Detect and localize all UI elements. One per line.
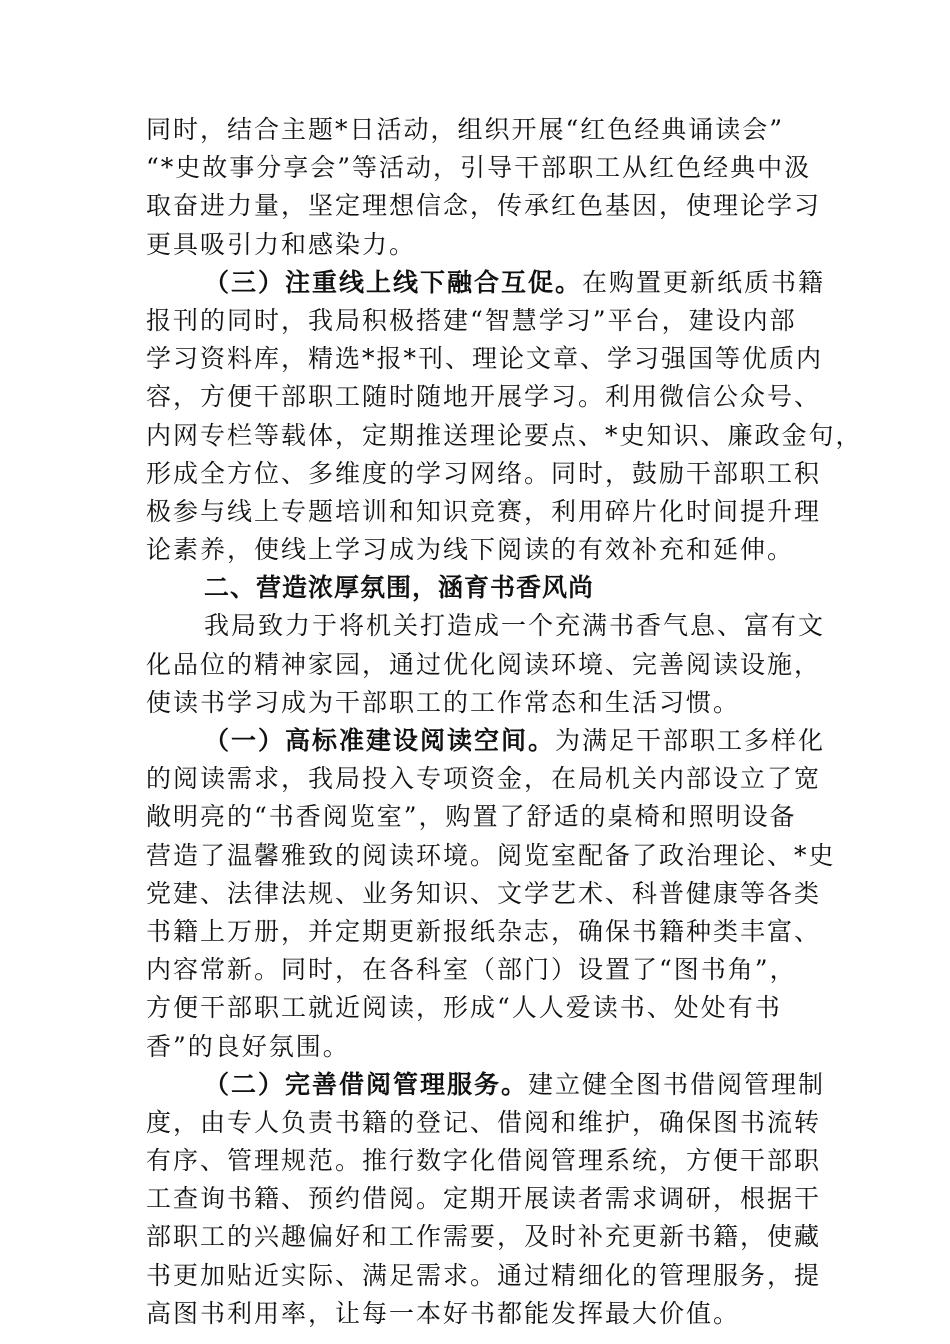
paragraph-line: 内网专栏等载体，定期推送理论要点、*史知识、廉政金句， — [146, 420, 863, 450]
paragraph-line: 敞明亮的“书香阅览室”，购置了舒适的桌椅和照明设备 — [146, 802, 797, 832]
subsection-text: 在购置更新纸质书籍 — [582, 267, 826, 297]
paragraph-line: 工查询书籍、预约借阅。定期开展读者需求调研，根据干 — [146, 1184, 822, 1214]
subsection-title: （二）完善借阅管理服务。 — [204, 1069, 529, 1099]
paragraph-line: 的阅读需求，我局投入专项资金，在局机关内部设立了宽 — [146, 764, 822, 794]
paragraph-line: 方便干部职工就近阅读，形成“人人爱读书、处处有书 — [146, 993, 782, 1023]
paragraph-line: 香”的良好氛围。 — [146, 1031, 350, 1061]
paragraph-line: 容，方便干部职工随时随地开展学习。利用微信公众号、 — [146, 382, 822, 412]
paragraph-line: 部职工的兴趣偏好和工作需要，及时补充更新书籍，使藏 — [146, 1222, 822, 1252]
subsection-text: 建立健全图书借阅管理制 — [528, 1069, 826, 1099]
subsection-first-line — [146, 264, 826, 302]
paragraph-line: 更具吸引力和感染力。 — [146, 229, 417, 259]
paragraph-line: 使读书学习成为干部职工的工作常态和生活习惯。 — [146, 687, 741, 717]
paragraph-line: 论素养，使线上学习成为线下阅读的有效补充和延伸。 — [146, 535, 795, 565]
subsection-first-line — [146, 1066, 826, 1104]
paragraph-line: 有序、管理规范。推行数字化借阅管理系统，方便干部职 — [146, 1146, 822, 1176]
paragraph-line: 同时，结合主题*日活动，组织开展“红色经典诵读会” — [146, 115, 785, 144]
paragraph-line: 党建、法律法规、业务知识、文学艺术、科普健康等各类 — [146, 878, 822, 908]
paragraph-line: 形成全方位、多维度的学习网络。同时，鼓励干部职工积 — [146, 458, 822, 488]
paragraph-line: 取奋进力量，坚定理想信念，传承红色基因，使理论学习 — [146, 191, 822, 221]
paragraph-line: 书籍上万册，并定期更新报纸杂志，确保书籍种类丰富、 — [146, 916, 822, 946]
paragraph-line: 化品位的精神家园，通过优化阅读环境、完善阅读设施， — [146, 649, 822, 679]
paragraph-line: 内容常新。同时，在各科室（部门）设置了“图书角”， — [146, 955, 797, 985]
subsection-title: （一）高标准建设阅读空间。 — [204, 726, 556, 755]
paragraph-line: 我局致力于将机关打造成一个充满书香气息、富有文 — [204, 611, 826, 641]
paragraph-line: 极参与线上专题培训和知识竞赛，利用碎片化时间提升理 — [146, 496, 822, 526]
paragraph-line: 营造了温馨雅致的阅读环境。阅览室配备了政治理论、*史 — [146, 840, 836, 870]
paragraph-line: “*史故事分享会”等活动，引导干部职工从红色经典中汲 — [146, 153, 812, 183]
document-body — [146, 111, 863, 1333]
section-heading: 二、营造浓厚氛围，涵育书香风尚 — [204, 573, 595, 603]
paragraph-line: 高图书利用率，让每一本好书都能发挥最大价值。 — [146, 1298, 741, 1328]
paragraph-line: 书更加贴近实际、满足需求。通过精细化的管理服务，提 — [146, 1260, 822, 1290]
subsection-title: （三）注重线上线下融合互促。 — [204, 267, 583, 297]
paragraph-line: 报刊的同时，我局积极搭建“智慧学习”平台，建设内部 — [146, 305, 797, 335]
subsection-first-line — [146, 722, 826, 760]
paragraph-line: 学习资料库，精选*报*刊、理论文章、学习强国等优质内 — [146, 344, 824, 374]
subsection-text: 为满足干部职工多样化 — [555, 726, 826, 755]
paragraph-line: 度，由专人负责书籍的登记、借阅和维护，确保图书流转 — [146, 1107, 822, 1137]
